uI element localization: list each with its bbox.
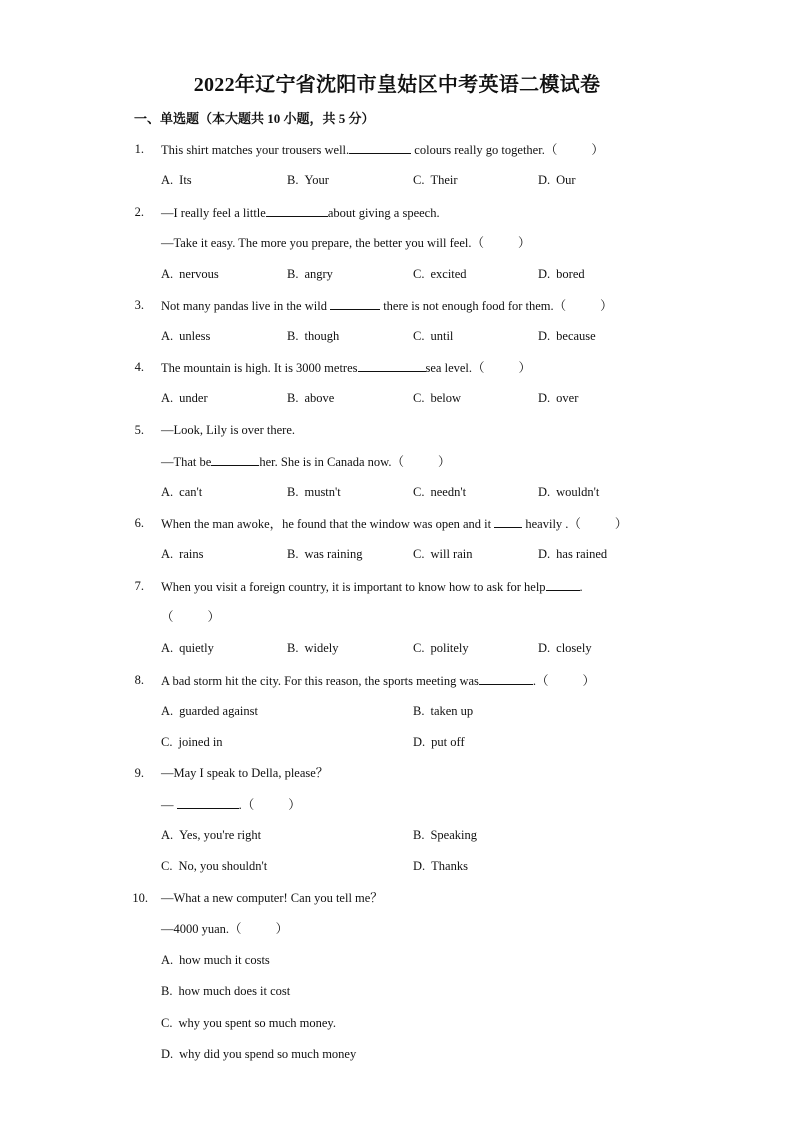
option-d: D. closely: [538, 641, 592, 655]
question-stem: When the man awoke，he found that the window was open and it heavily .（ ）: [161, 517, 628, 531]
option-c: C. No, you shouldn't: [161, 859, 268, 873]
option-a: A. under: [161, 391, 208, 405]
answer-blank: [266, 204, 328, 217]
question-number: 6.: [134, 516, 144, 530]
option-b: B. angry: [287, 267, 333, 281]
option-d: D. bored: [538, 267, 585, 281]
option-c: C. joined in: [161, 735, 223, 749]
question-stem: —May I speak to Della, please？: [161, 766, 329, 780]
option-d: D. over: [538, 391, 579, 405]
question-stem: The mountain is high. It is 3000 metres sea level.（ ）: [161, 361, 532, 375]
answer-blank: [494, 515, 522, 528]
option-a: A. can't: [161, 485, 203, 499]
option-a: A. unless: [161, 329, 211, 343]
option-d: D. put off: [413, 735, 465, 749]
option-d: D. has rained: [538, 547, 608, 561]
option-a: A. guarded against: [161, 704, 258, 718]
answer-blank: [330, 297, 380, 310]
option-b: B. though: [287, 329, 340, 343]
question-number: 7.: [134, 579, 144, 593]
option-b: B. Your: [287, 173, 329, 187]
question-stem: —What a new computer! Can you tell me？: [161, 891, 383, 905]
option-d: D. why did you spend so much money: [161, 1047, 357, 1061]
question-number: 4.: [134, 360, 144, 374]
option-b: B. how much does it cost: [161, 984, 291, 998]
question-number: 3.: [134, 298, 144, 312]
page-title: 2022年辽宁省沈阳市皇姑区中考英语二模试卷: [193, 74, 601, 96]
option-d: D. Thanks: [413, 859, 468, 873]
question-number: 5.: [134, 423, 144, 437]
option-a: A. nervous: [161, 267, 219, 281]
question-stem: This shirt matches your trousers well. colours really go together.（ ）: [161, 143, 604, 157]
answer-blank: [546, 578, 580, 591]
option-b: B. taken up: [413, 704, 474, 718]
answer-blank: [358, 359, 426, 372]
question-number: 2.: [134, 205, 144, 219]
option-a: A. Yes, you're right: [161, 828, 262, 842]
option-a: A. Its: [161, 173, 192, 187]
option-b: B. widely: [287, 641, 339, 655]
option-b: B. mustn't: [287, 485, 341, 499]
option-c: C. until: [413, 329, 454, 343]
option-b: B. above: [287, 391, 335, 405]
option-d: D. because: [538, 329, 596, 343]
question-stem: —Look, Lily is over there.: [161, 423, 295, 437]
option-c: C. needn't: [413, 485, 467, 499]
option-c: C. below: [413, 391, 462, 405]
question-number: 1.: [134, 142, 144, 156]
question-number: 8.: [134, 673, 144, 687]
option-c: C. will rain: [413, 547, 473, 561]
question-stem: Not many pandas live in the wild there is not enough food for them.（ ）: [161, 299, 613, 313]
question-number: 10.: [132, 891, 148, 905]
answer-blank: [349, 141, 411, 154]
question-stem-line: （ ）: [161, 610, 221, 624]
question-stem: A bad storm hit the city. For this reason, the sports meeting was .（ ）: [161, 674, 596, 688]
question-number: 9.: [134, 766, 144, 780]
option-c: C. Their: [413, 173, 458, 187]
question-stem-line: —Take it easy. The more you prepare, the better you will feel.（ ）: [161, 236, 531, 250]
answer-blank: [177, 796, 239, 809]
question-stem: When you visit a foreign country, it is important to know how to ask for help .: [161, 580, 583, 594]
option-c: C. excited: [413, 267, 467, 281]
answer-blank: [479, 672, 533, 685]
question-stem-line: —That be her. She is in Canada now.（ ）: [161, 455, 451, 469]
question-stem-line: —4000 yuan.（ ）: [161, 922, 289, 936]
option-d: D. wouldn't: [538, 485, 600, 499]
option-a: A. how much it costs: [161, 953, 270, 967]
option-c: C. why you spent so much money.: [161, 1016, 336, 1030]
option-a: A. rains: [161, 547, 204, 561]
option-b: B. Speaking: [413, 828, 477, 842]
option-c: C. politely: [413, 641, 469, 655]
question-stem: —I really feel a little about giving a speech.: [161, 206, 440, 220]
option-a: A. quietly: [161, 641, 214, 655]
answer-blank: [211, 453, 259, 466]
option-b: B. was raining: [287, 547, 363, 561]
section-heading: 一、单选题（本大题共 10 小题，共 5 分）: [134, 111, 375, 126]
option-d: D. Our: [538, 173, 576, 187]
question-stem-line: — .（ ）: [161, 798, 301, 812]
